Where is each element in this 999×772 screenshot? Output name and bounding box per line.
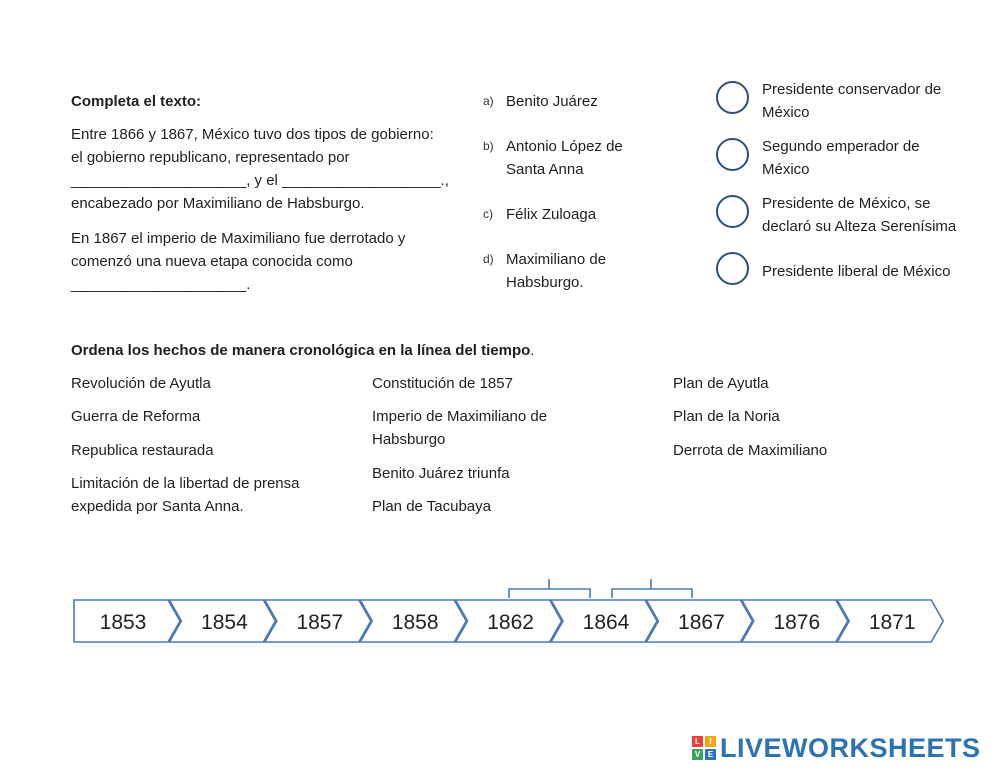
timeline-year-label: 1858 [391, 611, 439, 634]
event-line: Imperio de Maximiliano de [372, 408, 548, 425]
logo-tile: E [705, 749, 716, 760]
option-label: Antonio López de [506, 138, 623, 155]
event-limitacion-prensa[interactable] [71, 472, 341, 518]
description-3 [762, 192, 992, 238]
paragraph-line: el gobierno republicano, representado por [71, 149, 350, 166]
paragraph-line-with-blanks: _____________________, y el ___________________., [71, 172, 449, 189]
brand-name: LIVEWORKSHEETS [720, 732, 981, 763]
exercise2-title [71, 339, 671, 362]
description-1 [762, 78, 992, 124]
event-line: Habsburgo [372, 431, 446, 448]
timeline-year-label: 1871 [868, 611, 916, 634]
logo-tile: I [705, 736, 716, 747]
timeline-year-label: 1857 [296, 611, 344, 634]
description-line: México [762, 161, 810, 178]
event-republica-restaurada[interactable]: Republica restaurada [71, 442, 214, 459]
event-plan-tacubaya[interactable]: Plan de Tacubaya [372, 498, 491, 515]
description-line: Segundo emperador de [762, 138, 920, 155]
description-line: México [762, 104, 810, 121]
timeline-year-label: 1862 [487, 611, 534, 634]
paragraph-line-with-blanks: _____________________. [71, 276, 251, 293]
option-letter: c) [483, 207, 493, 221]
event-derrota-maximiliano[interactable]: Derrota de Maximiliano [673, 442, 828, 459]
description-line: Presidente conservador de [762, 81, 942, 98]
option-label: Félix Zuloaga [506, 206, 597, 223]
timeline-year-label: 1864 [582, 611, 630, 634]
event-line: Limitación de la libertad de prensa [71, 475, 300, 492]
option-label: Santa Anna [506, 161, 584, 178]
description-line: Presidente liberal de México [762, 263, 951, 280]
option-label: Maximiliano de [506, 251, 607, 268]
event-imperio-maximiliano[interactable] [372, 405, 602, 451]
timeline-year-label: 1853 [99, 611, 147, 634]
liveworksheets-icon [692, 736, 716, 760]
answer-circle-1[interactable] [716, 81, 749, 114]
exercise2-title-text: Ordena los hechos de manera cronológica en la línea del tiempo [71, 342, 531, 359]
description-line: declaró su Alteza Serenísima [762, 218, 957, 235]
exercise1-paragraph-2 [71, 227, 476, 296]
timeline [0, 570, 999, 660]
event-constitucion-1857[interactable]: Constitución de 1857 [372, 375, 513, 392]
option-letter: a) [483, 94, 494, 108]
logo-tile: L [692, 736, 703, 747]
timeline-bracket [612, 579, 692, 598]
timeline-year-label: 1854 [201, 611, 248, 634]
liveworksheets-logo [692, 732, 981, 764]
option-label: Benito Juárez [506, 93, 598, 110]
paragraph-line: Entre 1866 y 1867, México tuvo dos tipos de gobierno: [71, 126, 434, 143]
timeline-year-label: 1867 [678, 611, 725, 634]
option-letter: b) [483, 139, 494, 153]
timeline-bracket [509, 579, 590, 598]
paragraph-line: encabezado por Maximiliano de Habsburgo. [71, 195, 365, 212]
timeline-year-label: 1876 [773, 611, 821, 634]
answer-circle-4[interactable] [716, 252, 749, 285]
answer-circle-2[interactable] [716, 138, 749, 171]
exercise2-title-period: . [530, 342, 535, 359]
description-line: Presidente de México, se [762, 195, 931, 212]
event-juarez-triunfa[interactable]: Benito Juárez triunfa [372, 465, 510, 482]
logo-tile: V [692, 749, 703, 760]
option-label: Habsburgo. [506, 274, 584, 291]
exercise1-paragraph-1 [71, 123, 476, 215]
event-plan-ayutla[interactable]: Plan de Ayutla [673, 375, 769, 392]
option-letter: d) [483, 252, 494, 266]
description-2 [762, 135, 992, 181]
paragraph-line: comenzó una nueva etapa conocida como [71, 253, 353, 270]
exercise1-title: Completa el texto: [71, 93, 202, 110]
description-4 [762, 260, 992, 283]
event-guerra-reforma[interactable]: Guerra de Reforma [71, 408, 201, 425]
event-line: expedida por Santa Anna. [71, 498, 244, 515]
event-revolucion-ayutla[interactable]: Revolución de Ayutla [71, 375, 211, 392]
paragraph-line: En 1867 el imperio de Maximiliano fue derrotado y [71, 230, 406, 247]
event-plan-noria[interactable]: Plan de la Noria [673, 408, 780, 425]
answer-circle-3[interactable] [716, 195, 749, 228]
